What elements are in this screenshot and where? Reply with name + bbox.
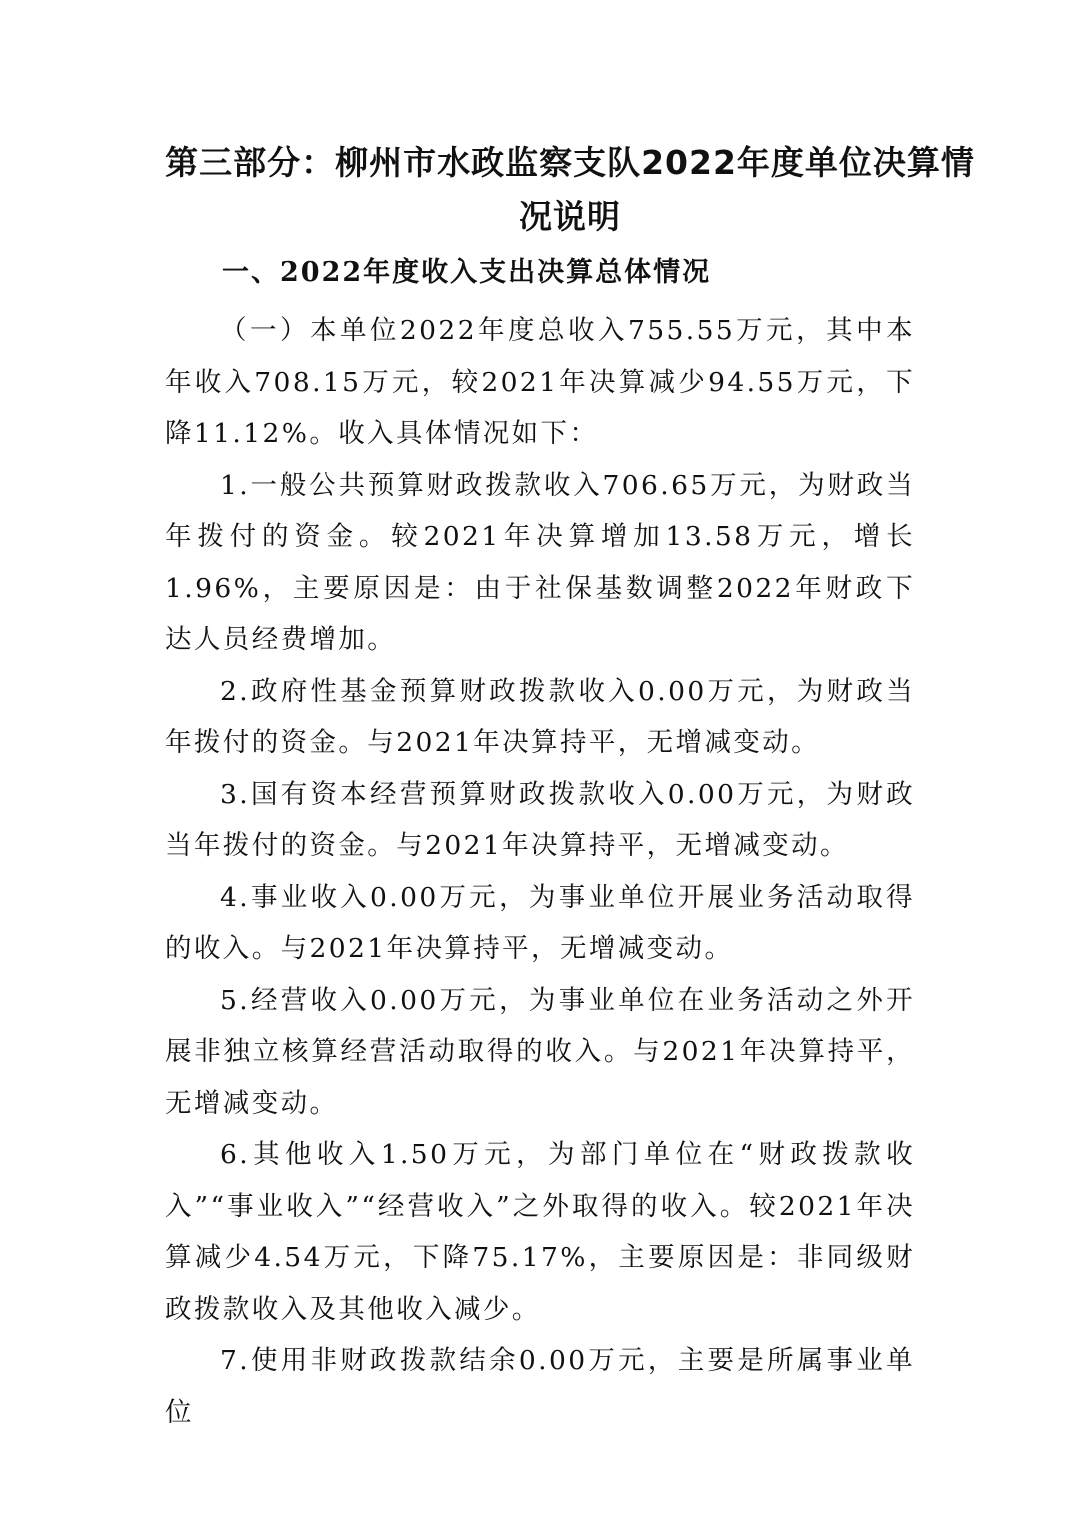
paragraph-government-fund-income: 2.政府性基金预算财政拨款收入0.00万元，为财政当年拨付的资金。与2021年决算持平，无增减变动。 <box>165 675 915 758</box>
paragraph-business-income: 4.事业收入0.00万元，为事业单位开展业务活动取得的收入。与2021年决算持平，无增减变动。 <box>165 881 915 964</box>
paragraph-other-income: 6.其他收入1.50万元，为部门单位在“财政拨款收入”“事业收入”“经营收入”之外取得的收入。较2021年决算减少4.54万元，下降75.17%，主要原因是：非同级财政拨款收入及其他收入减少。 <box>165 1139 915 1325</box>
paragraph-total-income: （一）本单位2022年度总收入755.55万元，其中本年收入708.15万元，较2021年决算减少94.55万元，下降11.12%。收入具体情况如下： <box>165 315 915 449</box>
paragraph-non-fiscal-balance: 7.使用非财政拨款结余0.00万元，主要是所属事业单位 <box>165 1345 915 1428</box>
paragraph-operating-income: 5.经营收入0.00万元，为事业单位在业务活动之外开展非独立核算经营活动取得的收入。与2021年决算持平，无增减变动。 <box>165 984 915 1119</box>
page-title: 第三部分：柳州市水政监察支队2022年度单位决算情况说明 <box>165 143 975 236</box>
document-body <box>165 305 915 1438</box>
paragraph-general-budget-income: 1.一般公共预算财政拨款收入706.65万元，为财政当年拨付的资金。较2021年决算增加13.58万元，增长1.96%，主要原因是：由于社保基数调整2022年财政下达人员经费增加。 <box>165 469 915 655</box>
paragraph-state-capital-income: 3.国有资本经营预算财政拨款收入0.00万元，为财政当年拨付的资金。与2021年决算持平，无增减变动。 <box>165 778 915 861</box>
section-heading: 一、2022年度收入支出决算总体情况 <box>222 257 712 288</box>
